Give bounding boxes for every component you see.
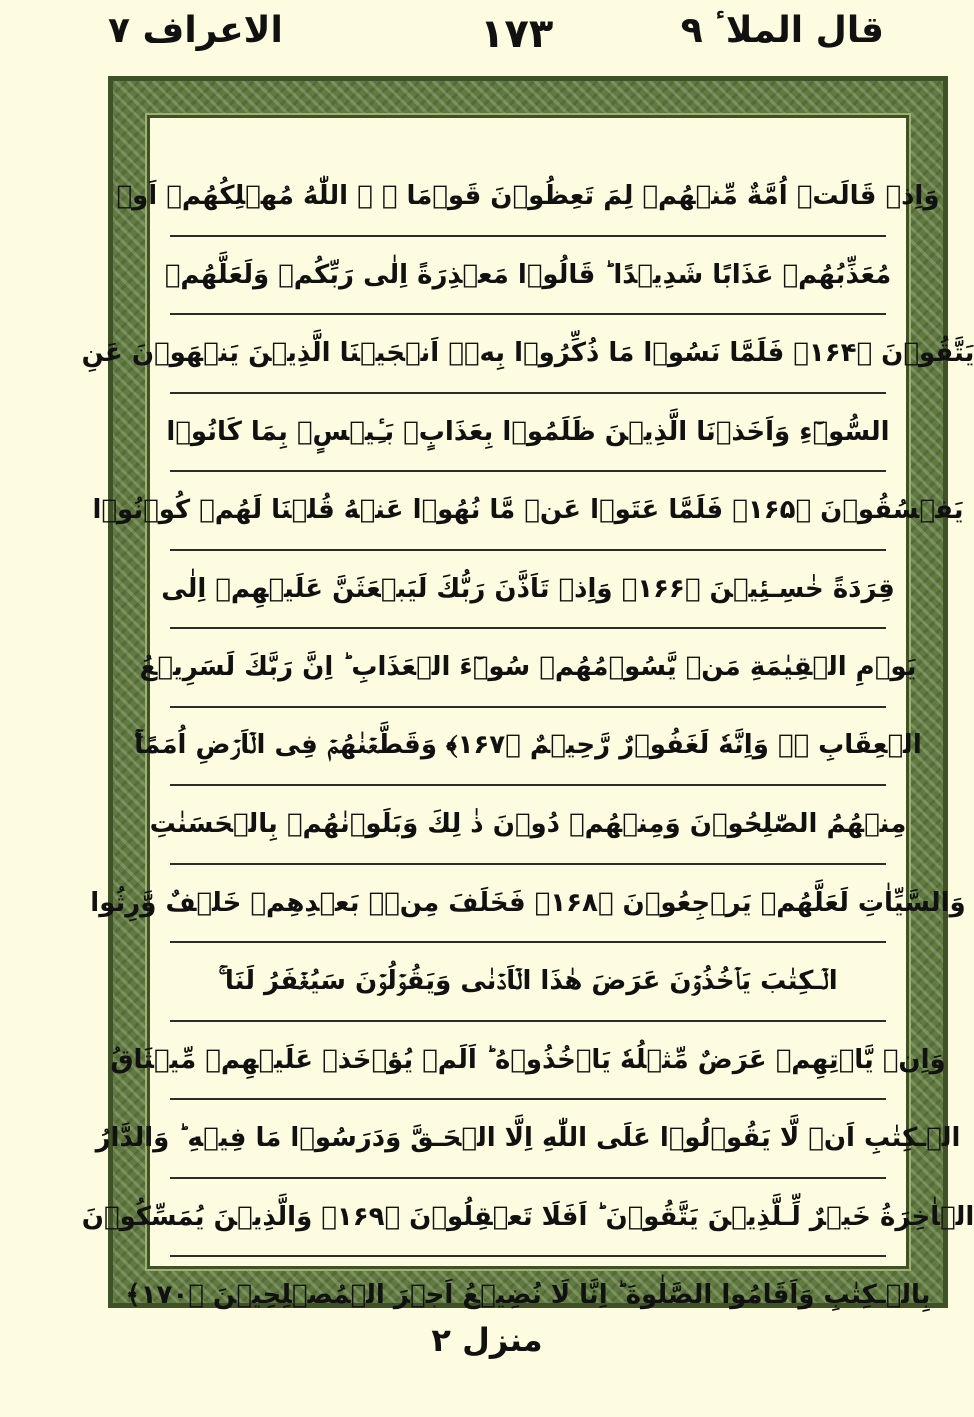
ornamental-border xyxy=(81,76,974,1311)
verse-line: يَفۡسُقُوۡنَ ﴿۱۶۵﴾ فَلَمَّا عَتَوۡا عَنۡ مَّا نُهُوۡا عَنۡهُ قُلۡنَا لَهُمۡ كُوۡنُوۡا xyxy=(170,472,886,551)
page-footer xyxy=(0,1318,974,1388)
page-number: ١٧٣ xyxy=(480,11,554,57)
verse-line: وَاِنۡ يَّاۡتِهِمۡ عَرَضٌ مِّثۡلُهٗ يَاۡخُذُوۡهُ‌ ؕ اَلَمۡ يُؤۡخَذۡ عَلَيۡهِمۡ مِّيۡثَاقُ xyxy=(170,1022,886,1101)
verse-line: الۡـكِتٰبَ يَاۡخُذُوۡنَ عَرَضَ هٰذَا الۡاَدۡنٰى وَيَقُوۡلُوۡنَ سَيُغۡفَرُ لَنَا‌ ۚ xyxy=(170,943,886,1022)
verse-line: وَالسَّيِّاٰتِ لَعَلَّهُمۡ يَرۡجِعُوۡنَ ﴿۱۶۸﴾ فَخَلَفَ مِنۡۢ بَعۡدِهِمۡ خَلۡفٌ وَّرِثُوا xyxy=(170,865,886,944)
verse-line: مِنۡهُمُ الصّٰلِحُوۡنَ وَمِنۡهُمۡ دُوۡنَ ذٰ لِكَ‌ وَبَلَوۡنٰهُمۡ بِالۡحَسَنٰتِ xyxy=(170,786,886,865)
verse-line: وَاِذۡ قَالَتۡ اُمَّةٌ مِّنۡهُمۡ لِمَ تَعِظُوۡنَ قَوۡمَا ۟ ۙ اللّٰهُ مُهۡلِكُهُمۡ اَوۡ xyxy=(170,158,886,237)
verse-line: يَوۡمِ الۡقِيٰمَةِ مَنۡ يَّسُوۡمُهُمۡ سُوۡٓءَ الۡعَذَابِ‌ ؕ اِنَّ رَبَّكَ لَسَرِيۡعُ xyxy=(170,629,886,708)
verse-line: بِالۡـكِتٰبِ وَاَقَامُوا الصَّلٰوةَ ؕ اِنَّا لَا نُضِيۡعُ اَجۡرَ الۡمُصۡلِحِيۡنَ ﴿۱۷۰﴾ xyxy=(125,1280,931,1311)
verse-lines xyxy=(81,158,974,1334)
verse-line: السُّوۡٓءِ وَاَخَذۡنَا الَّذِيۡنَ ظَلَمُوۡا بِعَذَابٍۭ بَـِٔيۡسٍۭ بِمَا كَانُوۡا xyxy=(170,394,886,473)
text-panel xyxy=(81,115,974,1311)
verse-line: الۡاٰخِرَةُ خَيۡرٌ لِّـلَّذِيۡنَ يَتَّقُوۡنَ‌ ؕ اَفَلَا تَعۡقِلُوۡنَ ﴿۱۶۹﴾ وَالَّذِيۡنَ يُمَسِّكُوۡنَ xyxy=(170,1179,886,1258)
verse-line: قِرَدَةً خٰسِـئِيۡنَ ﴿۱۶۶﴾ وَاِذۡ تَاَذَّنَ رَبُّكَ لَيَبۡعَثَنَّ عَلَيۡهِمۡ اِلٰى xyxy=(170,551,886,630)
surah-name: الاعراف ٧ xyxy=(108,10,283,51)
manzil-label: منزل ٢ xyxy=(431,1321,543,1359)
verse-line: الۡعِقَابِ ۖۚ وَاِنَّهٗ لَغَفُوۡرٌ رَّحِيۡمٌ ﴿۱۶۷﴾ وَقَطَّعۡنٰهُمۡ فِى الۡاَرۡضِ اُمَمًا‌ۚ xyxy=(170,708,886,787)
verse-line: مُعَذِّبُهُمۡ عَذَابًا شَدِيۡدًا ‌ؕ قَالُوۡا مَعۡذِرَةً اِلٰى رَبِّكُمۡ وَلَعَلَّهُمۡ xyxy=(170,237,886,316)
verse-line: يَتَّقُوۡنَ ﴿۱۶۴﴾ فَلَمَّا نَسُوۡا مَا ذُكِّرُوۡا بِهٖۤ اَنۡجَيۡنَا الَّذِيۡنَ يَنۡهَوۡنَ عَنِ xyxy=(170,315,886,394)
juz-name: قال الملاٴ ٩ xyxy=(680,10,884,51)
verse-line: الۡـكِتٰبِ اَنۡ لَّا يَقُوۡلُوۡا عَلَى اللّٰهِ اِلَّا الۡحَـقَّ وَدَرَسُوۡا مَا فِيۡهِ‌ ؕ وَالدَّارُ xyxy=(170,1100,886,1179)
page-header xyxy=(0,0,974,78)
